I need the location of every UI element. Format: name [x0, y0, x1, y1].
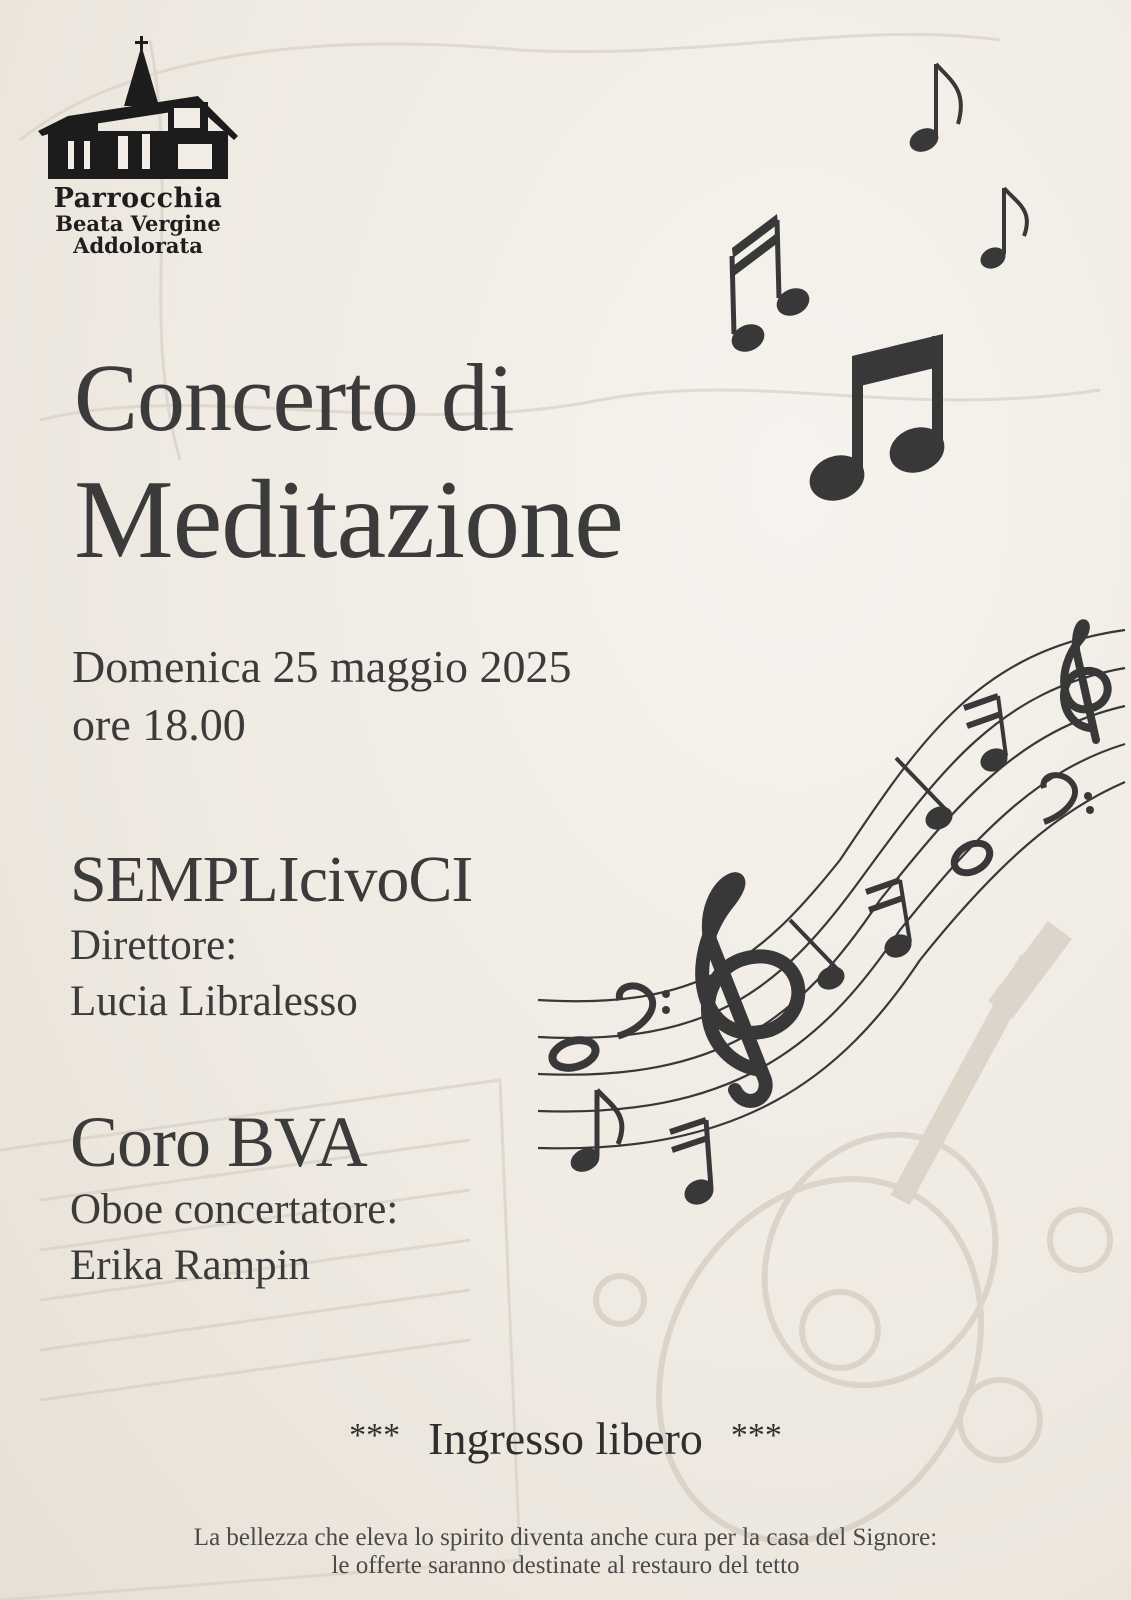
event-day: Domenica 25 maggio 2025 [72, 641, 572, 692]
treble-clef-icon [702, 879, 798, 1101]
eighth-note-icon [906, 64, 961, 156]
event-time: ore 18.00 [72, 699, 246, 750]
whole-note-icon [549, 1036, 598, 1073]
logo-line-beata-vergine: Beata Vergine [55, 211, 221, 237]
sixteenth-note-icon [727, 214, 814, 357]
performer-person: Erika Rampin [70, 1242, 311, 1289]
donation-note-line-1: La bellezza che eleva lo spirito diventa anche cura per la casa del Signore: [193, 1524, 938, 1551]
music-staff [538, 630, 1125, 1148]
beamed-eighth-notes-icon [803, 334, 951, 508]
stars-left: *** [349, 1417, 401, 1454]
donation-note-line-2: le offerte saranno destinate al restauro del tetto [331, 1552, 800, 1579]
free-entry-text: Ingresso libero [428, 1413, 703, 1464]
logo-line-parrocchia: Parrocchia [53, 183, 223, 214]
title-line-1: Concerto di [74, 344, 514, 451]
donation-note [0, 1524, 1131, 1580]
free-entry-line [0, 1412, 1131, 1465]
eighth-note-icon [977, 188, 1027, 273]
title-line-2: Meditazione [74, 458, 623, 582]
logo-line-addolorata: Addolorata [73, 233, 203, 259]
performer-name: Coro BVA [70, 1102, 367, 1182]
stars-right: *** [730, 1417, 782, 1454]
sixteenth-note-icon [866, 880, 915, 962]
whole-note-icon [949, 837, 995, 879]
performer-role: Direttore: [70, 922, 238, 969]
bass-clef-icon [1044, 775, 1094, 822]
performer-name: SEMPLIcivoCI [70, 843, 473, 916]
performer-role: Oboe concertatore: [70, 1186, 399, 1233]
performer-person: Lucia Libralesso [70, 978, 358, 1025]
sixteenth-note-icon [964, 696, 1011, 776]
eighth-note-icon [567, 1090, 622, 1176]
